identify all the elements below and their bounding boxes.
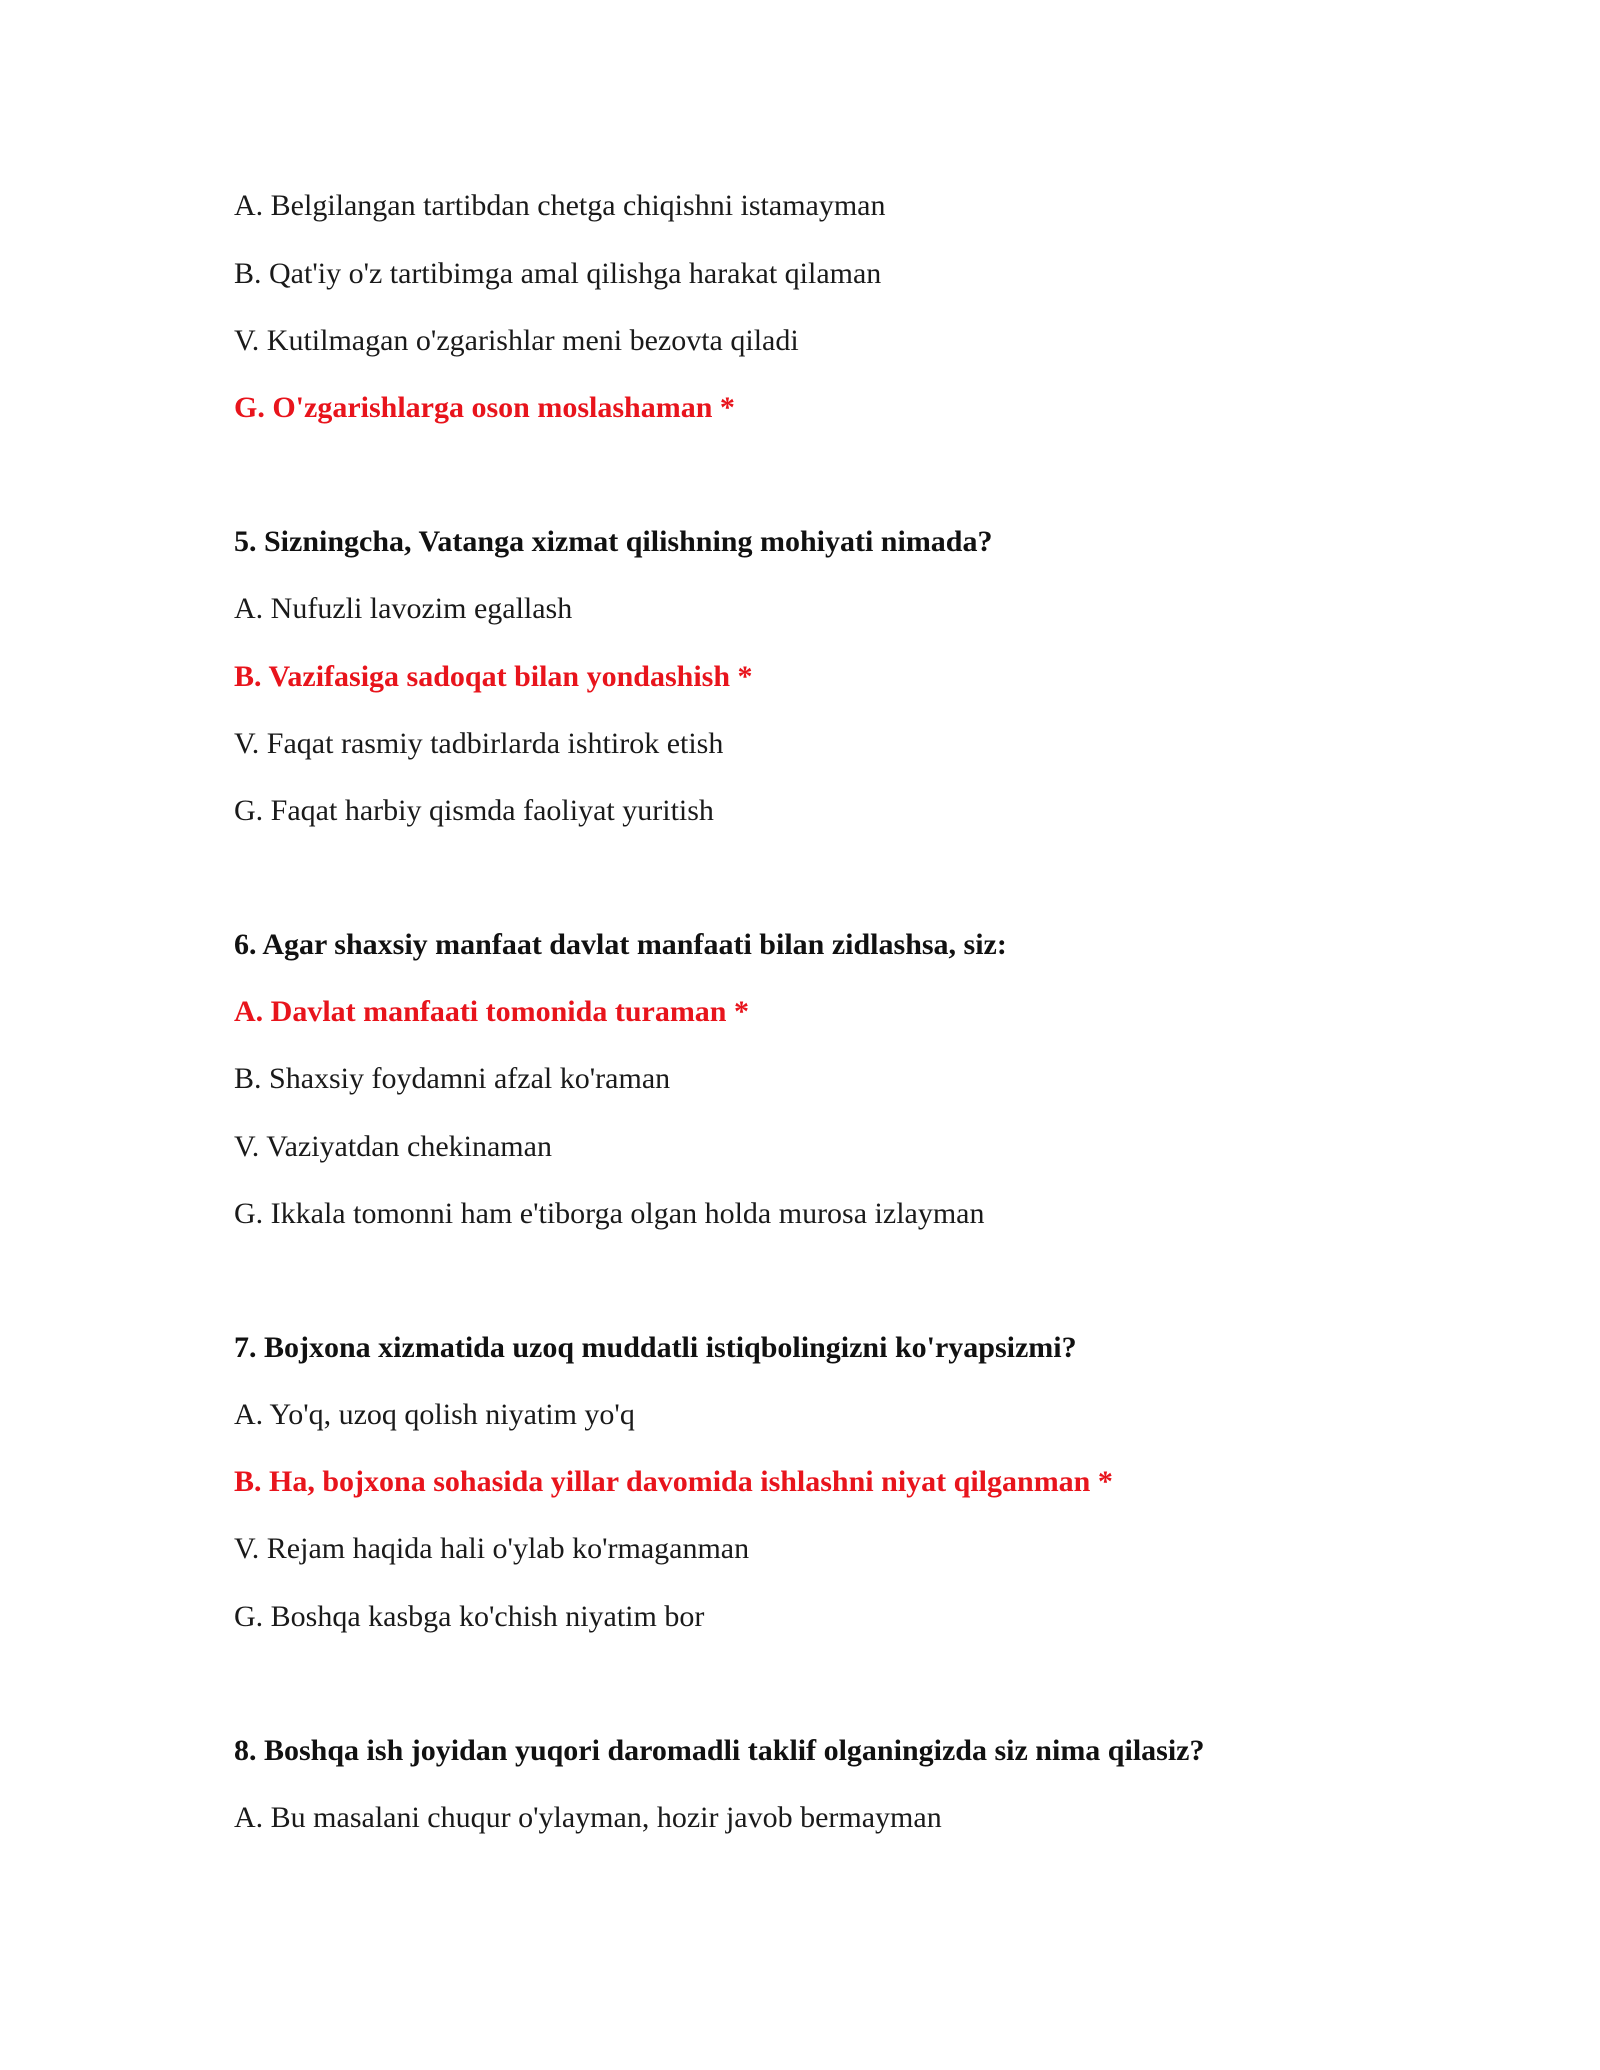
option-line: A. Yo'q, uzoq qolish niyatim yo'q bbox=[234, 1398, 635, 1431]
option-line: G. Ikkala tomonni ham e'tiborga olgan holda murosa izlayman bbox=[234, 1197, 985, 1230]
option-line: A. Belgilangan tartibdan chetga chiqishni istamayman bbox=[234, 189, 886, 222]
option-line: V. Kutilmagan o'zgarishlar meni bezovta qiladi bbox=[234, 324, 799, 357]
correct-answer-line: A. Davlat manfaati tomonida turaman * bbox=[234, 995, 749, 1028]
question-title: 8. Boshqa ish joyidan yuqori daromadli taklif olganingizda siz nima qilasiz? bbox=[234, 1734, 1205, 1767]
question-title: 5. Sizningcha, Vatanga xizmat qilishning mohiyati nimada? bbox=[234, 525, 993, 558]
correct-answer-line: B. Ha, bojxona sohasida yillar davomida ishlashni niyat qilganman * bbox=[234, 1465, 1113, 1498]
option-line: B. Qat'iy o'z tartibimga amal qilishga harakat qilaman bbox=[234, 257, 882, 290]
option-line: V. Rejam haqida hali o'ylab ko'rmaganman bbox=[234, 1532, 750, 1565]
option-line: V. Vaziyatdan chekinaman bbox=[234, 1130, 552, 1163]
option-line: B. Shaxsiy foydamni afzal ko'raman bbox=[234, 1062, 671, 1095]
option-line: G. Faqat harbiy qismda faoliyat yuritish bbox=[234, 794, 714, 827]
correct-answer-line: G. O'zgarishlarga oson moslashaman * bbox=[234, 391, 735, 424]
option-line: G. Boshqa kasbga ko'chish niyatim bor bbox=[234, 1600, 705, 1633]
question-title: 6. Agar shaxsiy manfaat davlat manfaati bilan zidlashsa, siz: bbox=[234, 928, 1007, 961]
option-line: A. Bu masalani chuqur o'ylayman, hozir javob bermayman bbox=[234, 1801, 942, 1834]
question-title: 7. Bojxona xizmatida uzoq muddatli istiqbolingizni ko'ryapsizmi? bbox=[234, 1331, 1077, 1364]
option-line: V. Faqat rasmiy tadbirlarda ishtirok etish bbox=[234, 727, 724, 760]
option-line: A. Nufuzli lavozim egallash bbox=[234, 592, 573, 625]
correct-answer-line: B. Vazifasiga sadoqat bilan yondashish * bbox=[234, 660, 753, 693]
